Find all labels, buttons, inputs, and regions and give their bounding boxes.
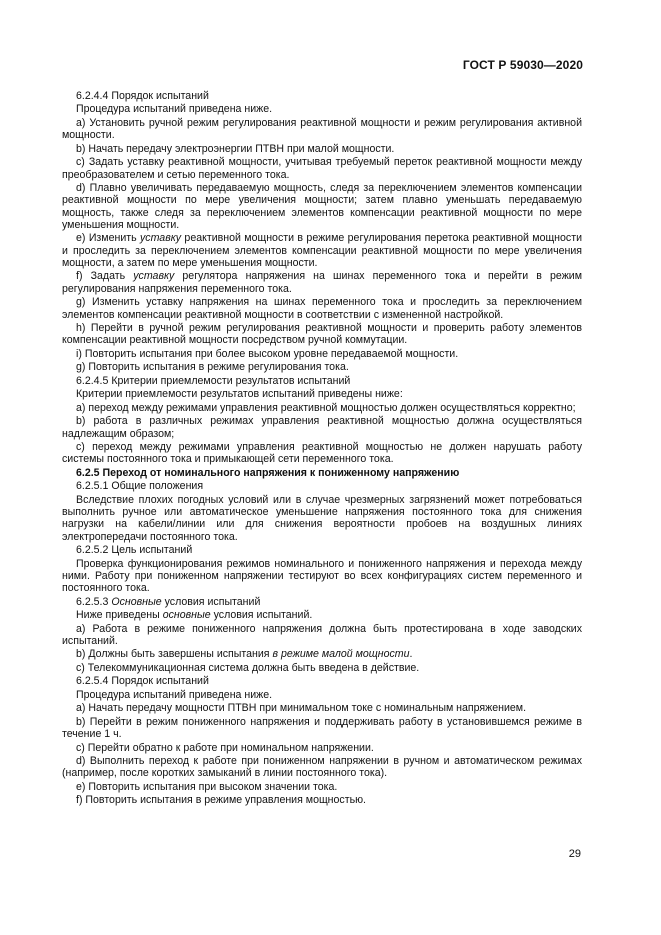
text-run: 6.2.5 Переход от номинального напряжения к пониженному напряжению [76,466,460,479]
text-run: 6.2.5.2 Цель испытаний [76,544,193,557]
text-run: a) Работа в режиме пониженного напряжения должна быть протестирована в ходе заводских испытаний. [62,622,582,647]
text-run: 6.2.5.4 Порядок испытаний [76,675,209,688]
paragraph [62,388,582,400]
text-run: 6.2.4.5 Критерии приемлемости результатов испытаний [76,374,351,387]
paragraph [62,156,582,181]
paragraph [62,441,582,466]
paragraph [62,182,582,231]
paragraph [62,675,582,687]
paragraph [62,781,582,793]
text-run: 6.2.5.3 [76,595,112,608]
italic-text: в режиме малой мощности [272,648,410,661]
text-run: a) Установить ручной режим регулирования реактивной мощности и режим регулирования активной мощности. [62,116,582,142]
paragraph [62,348,582,360]
paragraph [62,662,582,674]
paragraph [62,361,582,373]
text-run: b) Должны быть завершены испытания [76,648,273,661]
italic-text: основные [162,609,211,622]
text-run: i) Повторить испытания при более высоком уровне передаваемой мощности. [76,347,459,360]
page-number: 29 [568,848,581,860]
text-run: a) Начать передачу мощности ПТВН при минимальном токе с номинальным напряжением. [76,702,527,715]
italic-text: Основные [111,595,162,608]
text-run: c) переход между режимами управления реактивной мощностью не должен нарушать работу системы постоянного тока и примыкающей сети переменного тока. [62,441,582,466]
paragraph [62,90,582,102]
paragraph [62,402,582,414]
text-run: c) Перейти обратно к работе при номинальном напряжении. [76,741,374,754]
paragraph [62,702,582,714]
text-run: . [409,648,413,661]
paragraph [62,467,582,479]
text-run: e) Повторить испытания при высоком значении тока. [76,780,338,793]
paragraph [62,143,582,155]
text-run: e) Изменить [76,232,140,245]
paragraph [62,375,582,387]
text-run: Ниже приведены [76,609,163,622]
text-run: реактивной мощности в режиме регулирования перетока реактивной мощности и проследить за переключением элементов компенсации реактивной мощности по мере увеличения мощности, а затем по мере уменьшения мощности. [62,232,582,269]
paragraph [62,480,582,492]
paragraph [62,494,582,543]
paragraph [62,623,582,648]
paragraph [62,296,582,321]
text-run: d) Выполнить переход к работе при пониженном напряжении в ручном и автоматическом режимах (например, после коротких замыканий в линии постоянного тока). [62,755,582,780]
text-run: Проверка функционирования режимов номинального и пониженного напряжения и перехода между ними. Работу при пониженном напряжении тестируют во всех конфигурациях систем переменного и постоянного тока. [62,557,582,595]
paragraph [62,596,582,608]
paragraph [62,558,582,595]
italic-text: уставку [133,270,175,283]
text-run: b) Перейти в режим пониженного напряжения и поддерживать работу в установившемся режиме в течение 1 ч. [62,715,582,741]
text-run: f) Задать [76,270,134,283]
paragraph [62,322,582,347]
text-run: b) Начать передачу электроэнергии ПТВН при малой мощности. [76,142,395,155]
text-run: c) Телекоммуникационная система должна быть введена в действие. [76,661,420,674]
document-id: ГОСТ Р 59030—2020 [462,58,583,72]
text-run: c) Задать уставку реактивной мощности, учитывая требуемый переток реактивной мощности между преобразователем и сетью переменного тока. [62,156,582,181]
text-run: условия испытаний. [210,609,313,622]
paragraph [62,716,582,741]
text-run: условия испытаний [161,595,261,608]
text-run: Процедура испытаний приведена ниже. [76,103,273,116]
paragraph [62,742,582,754]
text-run: a) переход между режимами управления реактивной мощностью должен осуществляться корректно; [76,401,576,414]
paragraph [62,544,582,556]
text-run: регулятора напряжения на шинах переменного тока и перейти в режим регулирования напряжения переменного тока. [62,270,582,295]
document-body [62,90,582,808]
paragraph [62,103,582,115]
text-run: d) Плавно увеличивать передаваемую мощность, следя за переключением элементов компенсации реактивной мощности по мере увеличения мощности; затем плавно уменьшать передаваемую мощность, также следя за переключением элементов компенсации реактивной мощности по мере уменьшения мощности. [62,182,582,231]
paragraph [62,609,582,621]
paragraph [62,117,582,142]
paragraph [62,232,582,269]
text-run: f) Повторить испытания в режиме управления мощностью. [76,794,366,807]
text-run: g) Повторить испытания в режиме регулирования тока. [76,361,349,374]
text-run: b) работа в различных режимах управления реактивной мощностью должна осуществляться надлежащим образом; [62,415,582,440]
paragraph [62,689,582,701]
paragraph [62,415,582,440]
text-run: h) Перейти в ручной режим регулирования реактивной мощности и проверить работу элементов компенсации реактивной мощности посредством ручной коммутации. [62,322,582,347]
paragraph [62,270,582,295]
paragraph [62,794,582,806]
text-run: 6.2.5.1 Общие положения [76,480,204,493]
paragraph [62,755,582,780]
text-run: Вследствие плохих погодных условий или в случае чрезмерных загрязнений может потребоваться выполнить ручное или автоматическое уменьшение напряжения постоянного тока для снижения нагрузки на кабели/линии или для снижения вероятности пробоев на воздушных линиях электропередачи постоянного тока. [62,493,582,543]
paragraph [62,648,582,660]
text-run: g) Изменить уставку напряжения на шинах переменного тока и проследить за переключением элементов компенсации реактивной мощности в соответствии с измененной настройкой. [62,296,582,321]
text-run: Критерии приемлемости результатов испытаний приведены ниже: [76,388,403,401]
text-run: Процедура испытаний приведена ниже. [76,688,273,701]
italic-text: уставку [140,232,182,245]
text-run: 6.2.4.4 Порядок испытаний [76,90,209,102]
